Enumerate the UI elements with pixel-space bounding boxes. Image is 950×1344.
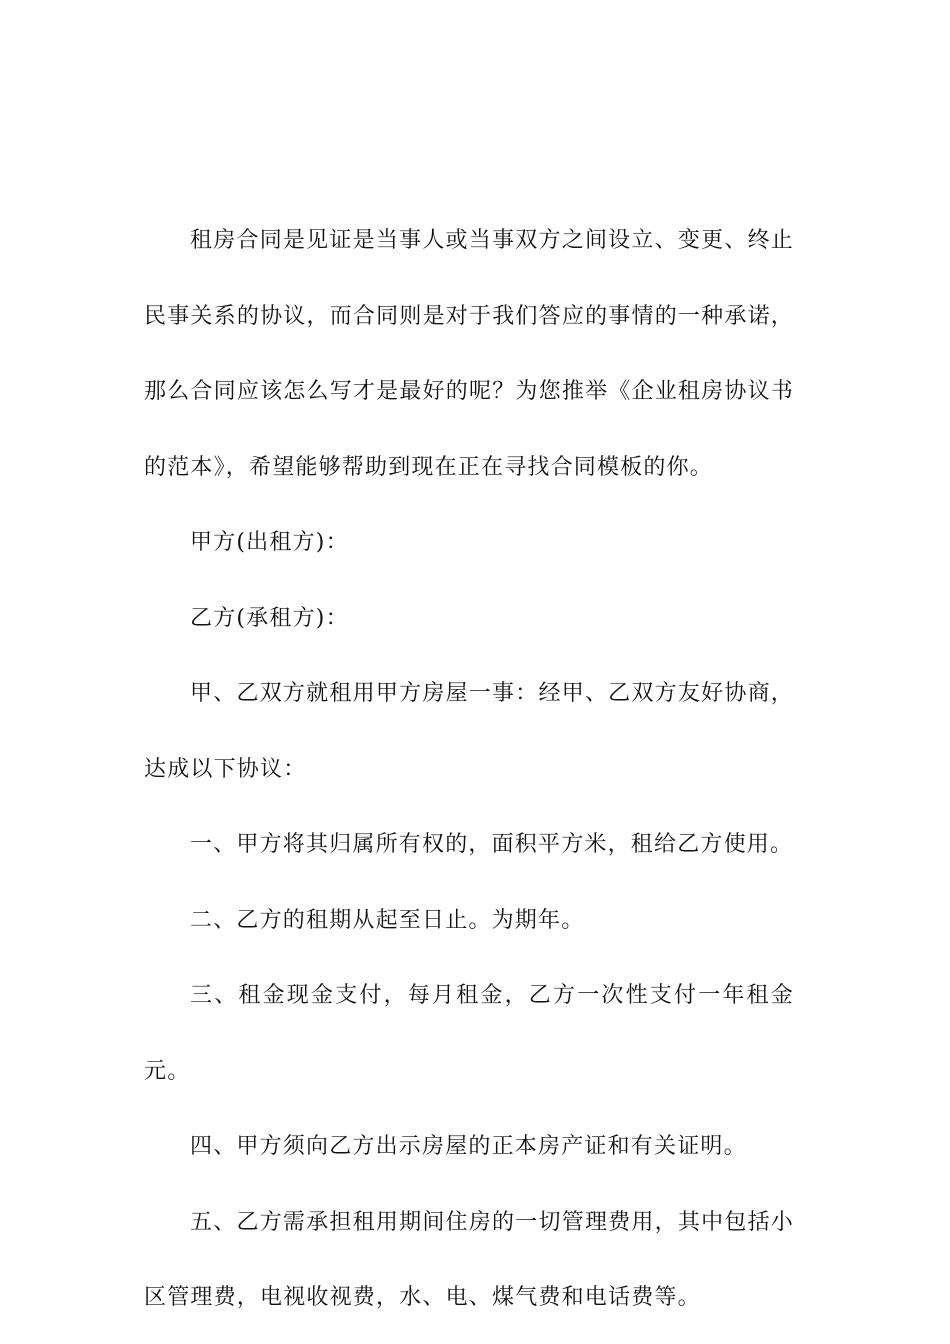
clause-5: 五、乙方需承担租用期间住房的一切管理费用，其中包括小区管理费，电视收视费，水、电、煤气费和电话费等。 — [144, 1209, 794, 1310]
party-b-line: 乙方(承租方)： — [190, 605, 349, 631]
document-body — [144, 203, 794, 1336]
intro-paragraph: 租房合同是见证是当事人或当事双方之间设立、变更、终止民事关系的协议，而合同则是对于我们答应的事情的一种承诺，那么合同应该怎么写才是最好的呢？为您推举《企业租房协议书的范本》，希望能够帮助到现在正在寻找合同模板的你。 — [144, 228, 794, 480]
clause-1: 一、甲方将其归属所有权的，面积平方米，租给乙方使用。 — [190, 832, 794, 857]
clause-2: 二、乙方的租期从起至日止。为期年。 — [190, 907, 585, 933]
clause-4: 四、甲方须向乙方出示房屋的正本房产证和有关证明。 — [190, 1134, 747, 1159]
agreement-preamble: 甲、乙双方就租用甲方房屋一事：经甲、乙双方友好协商，达成以下协议： — [144, 681, 794, 782]
clause-3: 三、租金现金支付，每月租金，乙方一次性支付一年租金元。 — [144, 983, 794, 1084]
party-a-line: 甲方(出租方)： — [190, 530, 349, 555]
